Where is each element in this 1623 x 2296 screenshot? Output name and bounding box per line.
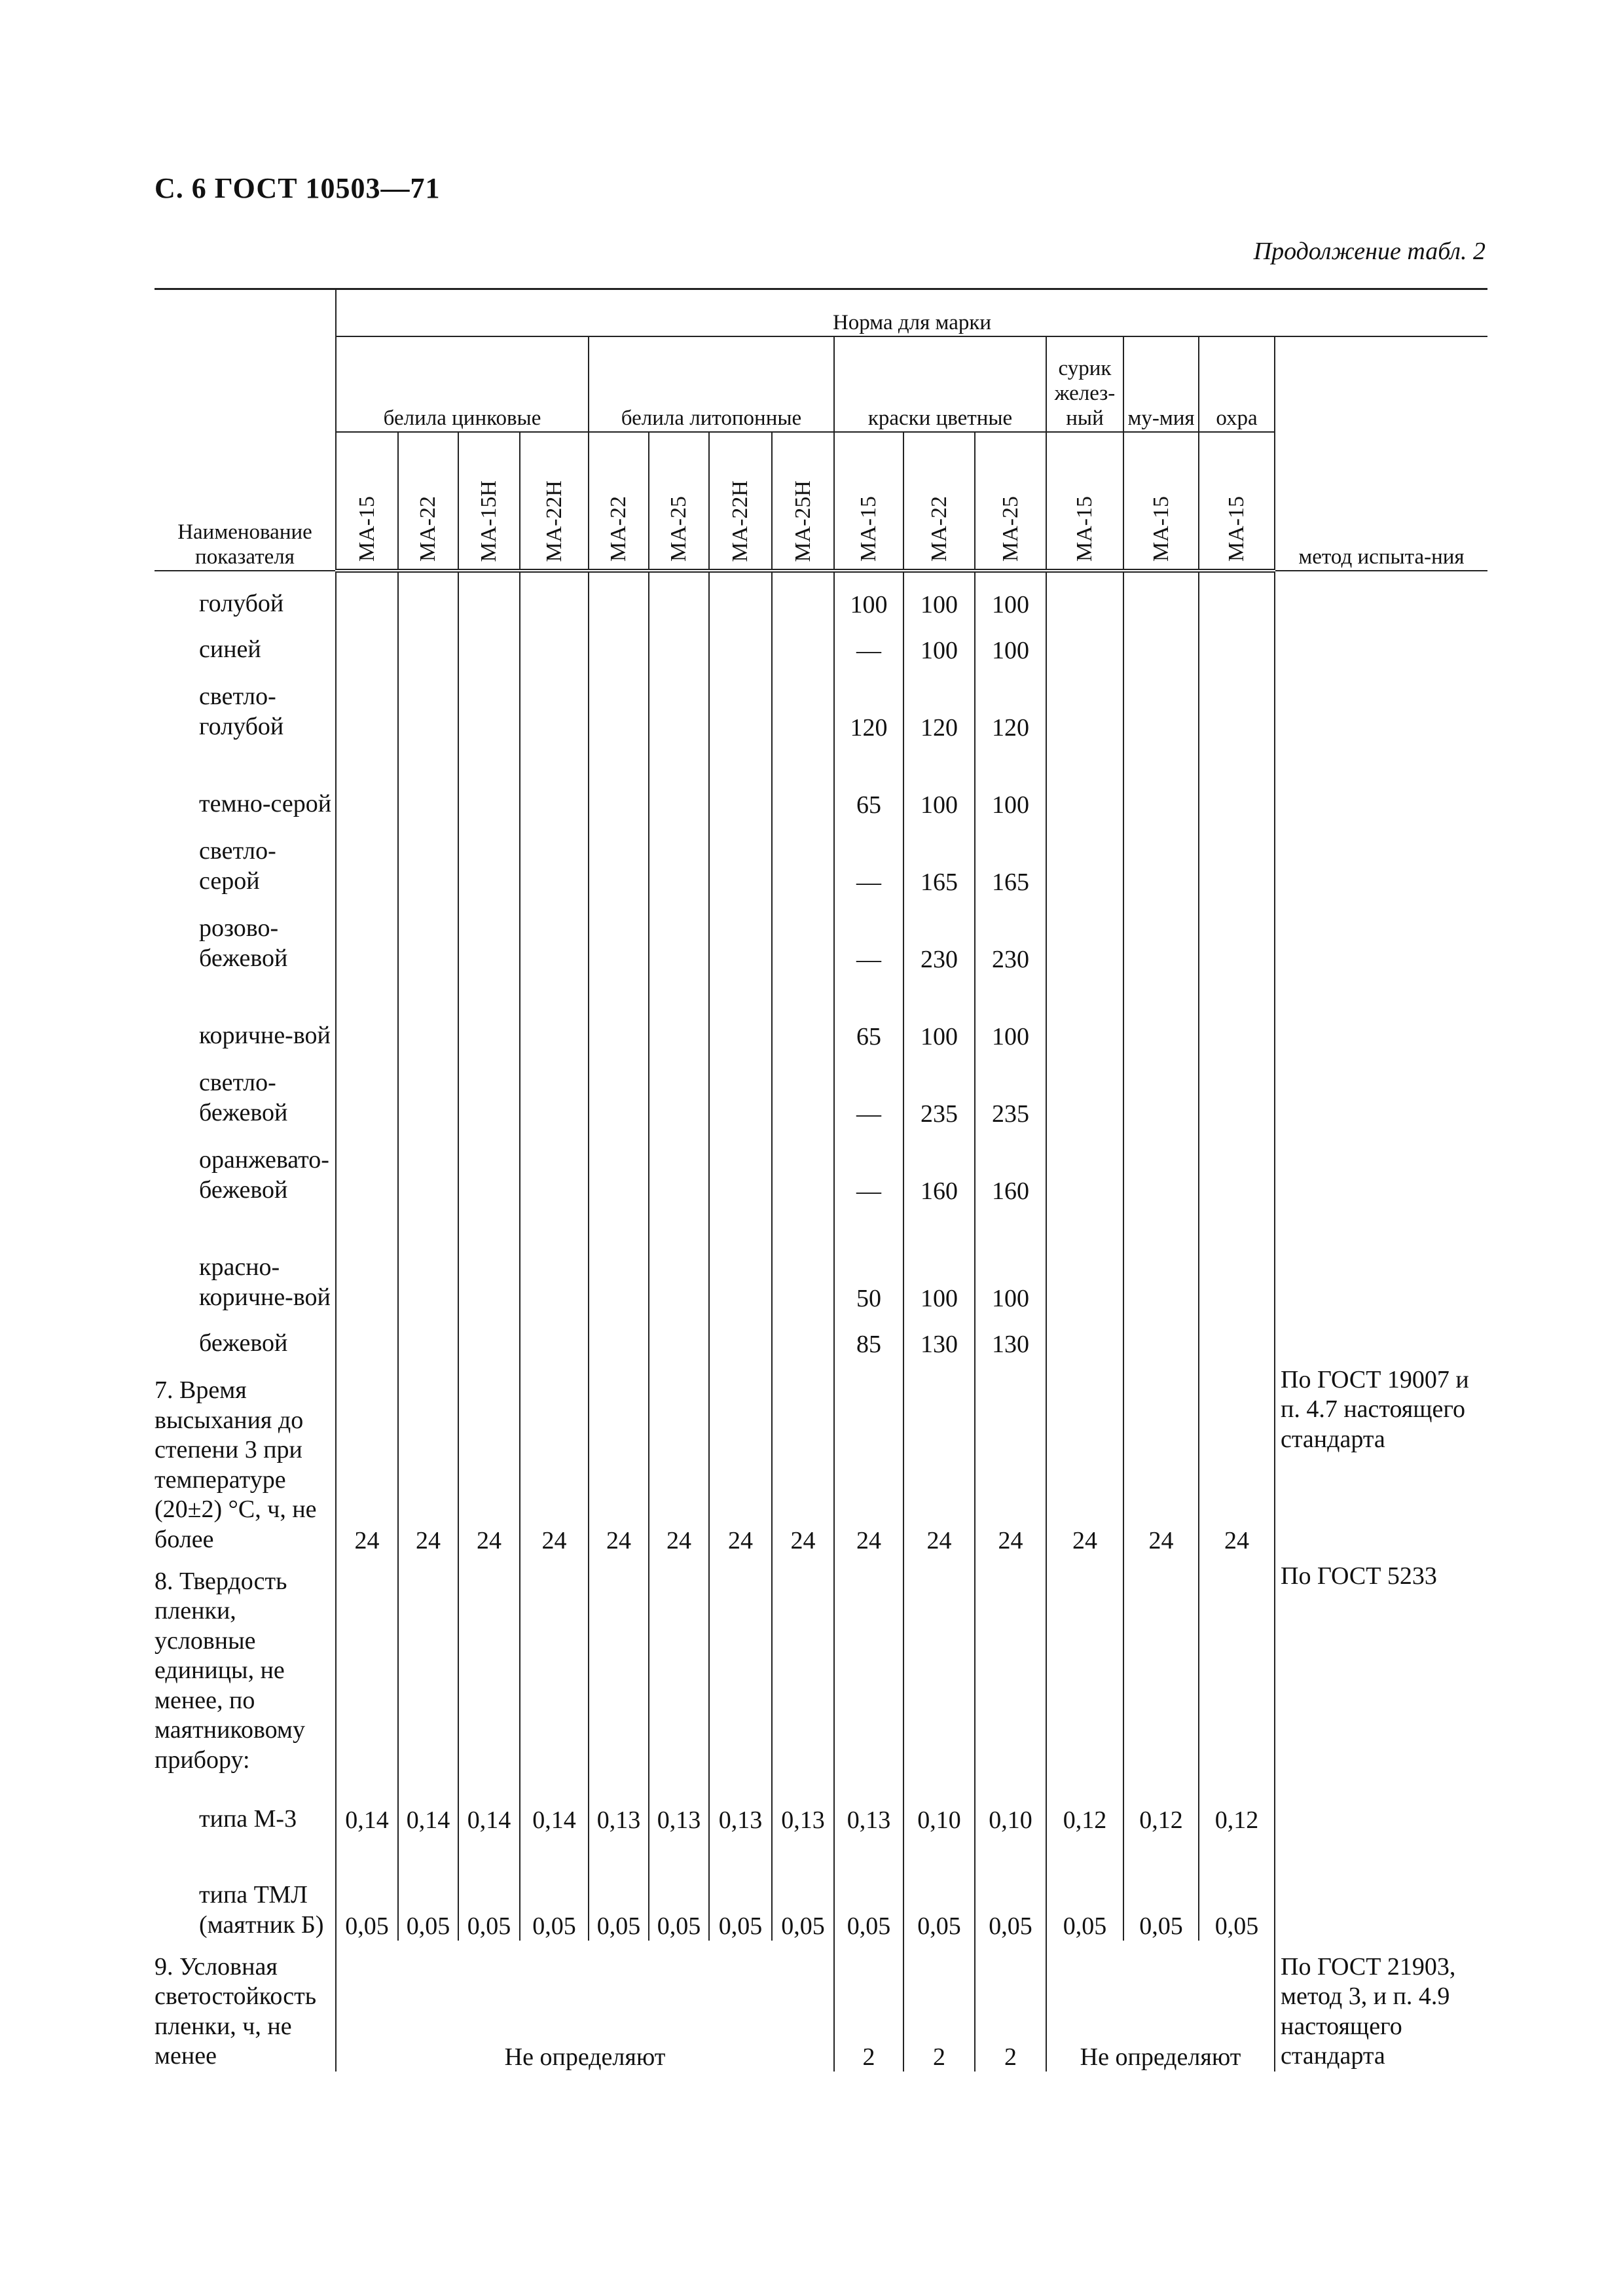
value-cell: 130 bbox=[975, 1313, 1046, 1359]
empty-cell bbox=[589, 819, 649, 897]
method-cell bbox=[1275, 819, 1487, 897]
value-cell: 0,10 bbox=[903, 1776, 975, 1835]
value-cell: 100 bbox=[975, 619, 1046, 665]
empty-cell bbox=[589, 897, 649, 974]
empty-cell bbox=[589, 974, 649, 1051]
empty-cell bbox=[336, 1051, 398, 1128]
method-cell bbox=[1275, 1051, 1487, 1128]
empty-cell bbox=[1123, 1555, 1199, 1776]
empty-cell bbox=[1199, 619, 1275, 665]
mark-header: МА-22 bbox=[903, 432, 975, 571]
value-cell: 24 bbox=[520, 1359, 589, 1555]
indicator-name: бежевой bbox=[199, 1329, 288, 1357]
empty-cell bbox=[1046, 1555, 1123, 1776]
value-cell: — bbox=[834, 1051, 903, 1128]
empty-cell bbox=[709, 619, 772, 665]
empty-cell bbox=[649, 742, 709, 819]
value-cell: 0,05 bbox=[336, 1835, 398, 1941]
table-row bbox=[155, 1555, 1487, 1776]
empty-cell bbox=[709, 1128, 772, 1206]
value-cell: 24 bbox=[398, 1359, 458, 1555]
value-cell: — bbox=[834, 1128, 903, 1206]
indicator-name: оранжевато-бежевой bbox=[199, 1146, 329, 1204]
empty-cell bbox=[1046, 571, 1123, 619]
group-header: сурик желез-ный bbox=[1046, 336, 1123, 432]
empty-cell bbox=[336, 1206, 398, 1313]
empty-cell bbox=[1199, 897, 1275, 974]
value-cell: 100 bbox=[903, 571, 975, 619]
empty-cell bbox=[1199, 1051, 1275, 1128]
empty-cell bbox=[1199, 1128, 1275, 1206]
empty-cell bbox=[336, 897, 398, 974]
empty-cell bbox=[772, 819, 834, 897]
value-cell: 230 bbox=[903, 897, 975, 974]
indicator-name: типа М-3 bbox=[199, 1805, 297, 1833]
value-cell: 65 bbox=[834, 742, 903, 819]
empty-cell bbox=[772, 1051, 834, 1128]
empty-cell bbox=[1199, 1555, 1275, 1776]
value-cell: — bbox=[834, 619, 903, 665]
empty-cell bbox=[1123, 1128, 1199, 1206]
empty-cell bbox=[709, 974, 772, 1051]
value-cell: 235 bbox=[903, 1051, 975, 1128]
empty-cell bbox=[1046, 1128, 1123, 1206]
empty-cell bbox=[458, 897, 520, 974]
mark-header: МА-15 bbox=[1199, 432, 1275, 571]
empty-cell bbox=[398, 974, 458, 1051]
indicator-name: типа ТМЛ (маятник Б) bbox=[199, 1881, 324, 1939]
indicator-name: розово-бежевой bbox=[199, 914, 288, 972]
table-body bbox=[155, 571, 1487, 2072]
value-cell: 0,14 bbox=[458, 1776, 520, 1835]
empty-cell bbox=[1046, 974, 1123, 1051]
empty-cell bbox=[520, 619, 589, 665]
value-cell: 0,05 bbox=[1046, 1835, 1123, 1941]
empty-cell bbox=[1046, 1313, 1123, 1359]
mark-header: МА-22Н bbox=[709, 432, 772, 571]
value-cell: 0,05 bbox=[649, 1835, 709, 1941]
value-cell: 24 bbox=[772, 1359, 834, 1555]
value-cell: 165 bbox=[975, 819, 1046, 897]
group-header: белила литопонные bbox=[589, 336, 834, 432]
empty-cell bbox=[772, 897, 834, 974]
method-cell: По ГОСТ 21903, метод 3, и п. 4.9 настоящего стандарта bbox=[1275, 1941, 1487, 2072]
empty-cell bbox=[458, 1128, 520, 1206]
table-row bbox=[155, 1941, 1487, 2072]
value-cell: 100 bbox=[975, 1206, 1046, 1313]
empty-cell bbox=[772, 1128, 834, 1206]
mark-header: МА-15 bbox=[336, 432, 398, 571]
empty-cell bbox=[1046, 665, 1123, 742]
empty-cell bbox=[649, 974, 709, 1051]
method-cell bbox=[1275, 665, 1487, 742]
table-row bbox=[155, 897, 1487, 974]
value-cell: 120 bbox=[834, 665, 903, 742]
mark-header: МА-15 bbox=[1123, 432, 1199, 571]
empty-cell bbox=[834, 1555, 903, 1776]
value-cell: 160 bbox=[975, 1128, 1046, 1206]
empty-cell bbox=[398, 665, 458, 742]
empty-cell bbox=[520, 665, 589, 742]
empty-cell bbox=[709, 571, 772, 619]
empty-cell bbox=[1123, 742, 1199, 819]
indicator-name: голубой bbox=[199, 589, 284, 617]
empty-cell bbox=[1123, 665, 1199, 742]
value-cell: 100 bbox=[903, 1206, 975, 1313]
empty-cell bbox=[458, 819, 520, 897]
empty-cell bbox=[649, 1555, 709, 1776]
empty-cell bbox=[649, 897, 709, 974]
empty-cell bbox=[336, 665, 398, 742]
empty-cell bbox=[1199, 742, 1275, 819]
value-cell: 100 bbox=[834, 571, 903, 619]
value-cell: 0,13 bbox=[834, 1776, 903, 1835]
not-determined-cell: Не определяют bbox=[336, 1941, 834, 2072]
method-cell bbox=[1275, 571, 1487, 619]
value-cell: 100 bbox=[975, 974, 1046, 1051]
value-cell: 0,14 bbox=[520, 1776, 589, 1835]
indicator-name: 9. Условная светостойкость пленки, ч, не менее bbox=[155, 1952, 317, 2070]
empty-cell bbox=[709, 1051, 772, 1128]
empty-cell bbox=[458, 619, 520, 665]
value-cell: — bbox=[834, 819, 903, 897]
empty-cell bbox=[458, 1051, 520, 1128]
mark-header: МА-15Н bbox=[458, 432, 520, 571]
value-cell: 24 bbox=[975, 1359, 1046, 1555]
value-cell: 0,12 bbox=[1123, 1776, 1199, 1835]
table-row bbox=[155, 974, 1487, 1051]
empty-cell bbox=[649, 1128, 709, 1206]
empty-cell bbox=[709, 1206, 772, 1313]
empty-cell bbox=[458, 1206, 520, 1313]
empty-cell bbox=[1046, 1051, 1123, 1128]
empty-cell bbox=[398, 571, 458, 619]
empty-cell bbox=[520, 742, 589, 819]
empty-cell bbox=[336, 742, 398, 819]
page-title: С. 6 ГОСТ 10503—71 bbox=[155, 172, 441, 204]
empty-cell bbox=[709, 742, 772, 819]
indicator-name: темно-серой bbox=[199, 789, 332, 817]
empty-cell bbox=[649, 1313, 709, 1359]
value-cell: 24 bbox=[649, 1359, 709, 1555]
empty-cell bbox=[772, 1313, 834, 1359]
group-header: охра bbox=[1199, 336, 1275, 432]
group-header: краски цветные bbox=[834, 336, 1046, 432]
empty-cell bbox=[520, 1313, 589, 1359]
empty-cell bbox=[336, 1313, 398, 1359]
value-cell: 0,05 bbox=[1123, 1835, 1199, 1941]
empty-cell bbox=[589, 1051, 649, 1128]
value-cell: 50 bbox=[834, 1206, 903, 1313]
indicator-name: 8. Твердость пленки, условные единицы, не менее, по маятниковому прибору: bbox=[155, 1567, 305, 1774]
mark-header: МА-15 bbox=[834, 432, 903, 571]
empty-cell bbox=[772, 665, 834, 742]
table-row bbox=[155, 1051, 1487, 1128]
specification-table bbox=[155, 288, 1487, 2072]
empty-cell bbox=[398, 819, 458, 897]
method-cell bbox=[1275, 742, 1487, 819]
empty-cell bbox=[520, 819, 589, 897]
value-cell: 0,13 bbox=[589, 1776, 649, 1835]
empty-cell bbox=[649, 819, 709, 897]
empty-cell bbox=[1199, 1206, 1275, 1313]
empty-cell bbox=[1123, 1206, 1199, 1313]
mark-header: МА-22 bbox=[398, 432, 458, 571]
mark-header: МА-25Н bbox=[772, 432, 834, 571]
empty-cell bbox=[772, 1206, 834, 1313]
method-cell bbox=[1275, 619, 1487, 665]
value-cell: 2 bbox=[975, 1941, 1046, 2072]
value-cell: 100 bbox=[903, 742, 975, 819]
empty-cell bbox=[336, 819, 398, 897]
mark-header: МА-22Н bbox=[520, 432, 589, 571]
empty-cell bbox=[589, 1313, 649, 1359]
value-cell: 165 bbox=[903, 819, 975, 897]
table-row bbox=[155, 1835, 1487, 1941]
empty-cell bbox=[772, 742, 834, 819]
value-cell: 0,13 bbox=[772, 1776, 834, 1835]
empty-cell bbox=[772, 571, 834, 619]
table-row bbox=[155, 742, 1487, 819]
empty-cell bbox=[589, 1555, 649, 1776]
norm-header: Норма для марки bbox=[336, 289, 1487, 336]
value-cell: 24 bbox=[1046, 1359, 1123, 1555]
method-cell bbox=[1275, 897, 1487, 974]
method-cell bbox=[1275, 974, 1487, 1051]
value-cell: 0,13 bbox=[649, 1776, 709, 1835]
value-cell: 2 bbox=[903, 1941, 975, 2072]
empty-cell bbox=[458, 742, 520, 819]
empty-cell bbox=[336, 571, 398, 619]
table-row bbox=[155, 1206, 1487, 1313]
value-cell: 0,13 bbox=[709, 1776, 772, 1835]
indicator-name: светло-серой bbox=[199, 837, 276, 895]
empty-cell bbox=[903, 1555, 975, 1776]
value-cell: 0,10 bbox=[975, 1776, 1046, 1835]
empty-cell bbox=[1199, 819, 1275, 897]
not-determined-cell: Не определяют bbox=[1046, 1941, 1275, 2072]
empty-cell bbox=[1199, 1313, 1275, 1359]
empty-cell bbox=[649, 1206, 709, 1313]
value-cell: 0,05 bbox=[709, 1835, 772, 1941]
indicator-name: красно-коричне-вой bbox=[199, 1253, 331, 1311]
value-cell: 0,12 bbox=[1046, 1776, 1123, 1835]
empty-cell bbox=[520, 571, 589, 619]
indicator-name-header: Наименование показателя bbox=[155, 289, 336, 571]
value-cell: 100 bbox=[903, 619, 975, 665]
empty-cell bbox=[589, 1128, 649, 1206]
empty-cell bbox=[649, 619, 709, 665]
mark-header: МА-25 bbox=[649, 432, 709, 571]
empty-cell bbox=[520, 1051, 589, 1128]
empty-cell bbox=[1046, 1206, 1123, 1313]
value-cell: 100 bbox=[975, 571, 1046, 619]
empty-cell bbox=[1046, 619, 1123, 665]
method-cell bbox=[1275, 1835, 1487, 1941]
method-cell: По ГОСТ 5233 bbox=[1275, 1555, 1487, 1776]
empty-cell bbox=[1123, 1051, 1199, 1128]
value-cell: 24 bbox=[834, 1359, 903, 1555]
empty-cell bbox=[772, 619, 834, 665]
empty-cell bbox=[458, 1313, 520, 1359]
empty-cell bbox=[458, 665, 520, 742]
mark-header: МА-25 bbox=[975, 432, 1046, 571]
table-continuation-label: Продолжение табл. 2 bbox=[1253, 238, 1486, 265]
value-cell: 24 bbox=[1123, 1359, 1199, 1555]
value-cell: 120 bbox=[903, 665, 975, 742]
value-cell: 24 bbox=[709, 1359, 772, 1555]
value-cell: 0,05 bbox=[834, 1835, 903, 1941]
table-row bbox=[155, 1128, 1487, 1206]
empty-cell bbox=[1123, 819, 1199, 897]
value-cell: 130 bbox=[903, 1313, 975, 1359]
empty-cell bbox=[709, 819, 772, 897]
table-row bbox=[155, 619, 1487, 665]
value-cell: 0,05 bbox=[975, 1835, 1046, 1941]
method-header: метод испыта-ния bbox=[1275, 336, 1487, 571]
empty-cell bbox=[709, 1313, 772, 1359]
empty-cell bbox=[398, 1128, 458, 1206]
value-cell: 85 bbox=[834, 1313, 903, 1359]
value-cell: 24 bbox=[1199, 1359, 1275, 1555]
table-row bbox=[155, 571, 1487, 619]
empty-cell bbox=[772, 1555, 834, 1776]
value-cell: 0,05 bbox=[398, 1835, 458, 1941]
empty-cell bbox=[649, 665, 709, 742]
empty-cell bbox=[336, 1555, 398, 1776]
value-cell: 0,05 bbox=[772, 1835, 834, 1941]
indicator-name: синей bbox=[199, 635, 261, 663]
empty-cell bbox=[520, 1555, 589, 1776]
empty-cell bbox=[649, 571, 709, 619]
empty-cell bbox=[709, 897, 772, 974]
indicator-name: 7. Время высыхания до степени 3 при температуре (20±2) °С, ч, не более bbox=[155, 1376, 317, 1553]
group-header: белила цинковые bbox=[336, 336, 589, 432]
value-cell: 24 bbox=[336, 1359, 398, 1555]
empty-cell bbox=[520, 897, 589, 974]
table-row bbox=[155, 1776, 1487, 1835]
empty-cell bbox=[398, 619, 458, 665]
empty-cell bbox=[458, 571, 520, 619]
empty-cell bbox=[520, 1128, 589, 1206]
empty-cell bbox=[398, 742, 458, 819]
value-cell: 24 bbox=[903, 1359, 975, 1555]
empty-cell bbox=[1046, 819, 1123, 897]
empty-cell bbox=[589, 742, 649, 819]
group-header: му-мия bbox=[1123, 336, 1199, 432]
value-cell: 120 bbox=[975, 665, 1046, 742]
value-cell: 100 bbox=[975, 742, 1046, 819]
method-cell bbox=[1275, 1776, 1487, 1835]
value-cell: 0,05 bbox=[903, 1835, 975, 1941]
indicator-name: светло-голубой bbox=[199, 683, 284, 740]
empty-cell bbox=[772, 974, 834, 1051]
empty-cell bbox=[398, 1206, 458, 1313]
empty-cell bbox=[709, 1555, 772, 1776]
value-cell: — bbox=[834, 897, 903, 974]
value-cell: 235 bbox=[975, 1051, 1046, 1128]
empty-cell bbox=[1046, 897, 1123, 974]
empty-cell bbox=[589, 665, 649, 742]
empty-cell bbox=[975, 1555, 1046, 1776]
table-row bbox=[155, 1313, 1487, 1359]
empty-cell bbox=[1199, 665, 1275, 742]
value-cell: 160 bbox=[903, 1128, 975, 1206]
empty-cell bbox=[520, 974, 589, 1051]
value-cell: 0,05 bbox=[520, 1835, 589, 1941]
value-cell: 0,05 bbox=[589, 1835, 649, 1941]
value-cell: 100 bbox=[903, 974, 975, 1051]
indicator-name: коричне-вой bbox=[199, 1021, 331, 1049]
method-cell bbox=[1275, 1206, 1487, 1313]
method-cell bbox=[1275, 1128, 1487, 1206]
value-cell: 0,14 bbox=[336, 1776, 398, 1835]
value-cell: 0,05 bbox=[1199, 1835, 1275, 1941]
table-row bbox=[155, 819, 1487, 897]
empty-cell bbox=[458, 1555, 520, 1776]
method-cell bbox=[1275, 1313, 1487, 1359]
empty-cell bbox=[398, 1555, 458, 1776]
empty-cell bbox=[589, 571, 649, 619]
empty-cell bbox=[589, 1206, 649, 1313]
value-cell: 24 bbox=[458, 1359, 520, 1555]
value-cell: 24 bbox=[589, 1359, 649, 1555]
empty-cell bbox=[1123, 1313, 1199, 1359]
empty-cell bbox=[336, 1128, 398, 1206]
indicator-name: светло-бежевой bbox=[199, 1069, 288, 1126]
table-row bbox=[155, 665, 1487, 742]
value-cell: 0,12 bbox=[1199, 1776, 1275, 1835]
empty-cell bbox=[1199, 571, 1275, 619]
empty-cell bbox=[520, 1206, 589, 1313]
table-row bbox=[155, 1359, 1487, 1555]
method-cell: По ГОСТ 19007 и п. 4.7 настоящего стандарта bbox=[1275, 1359, 1487, 1555]
empty-cell bbox=[336, 619, 398, 665]
empty-cell bbox=[1123, 897, 1199, 974]
empty-cell bbox=[649, 1051, 709, 1128]
value-cell: 65 bbox=[834, 974, 903, 1051]
value-cell: 230 bbox=[975, 897, 1046, 974]
empty-cell bbox=[458, 974, 520, 1051]
value-cell: 2 bbox=[834, 1941, 903, 2072]
empty-cell bbox=[1123, 974, 1199, 1051]
mark-header: МА-22 bbox=[589, 432, 649, 571]
mark-header: МА-15 bbox=[1046, 432, 1123, 571]
empty-cell bbox=[1123, 571, 1199, 619]
empty-cell bbox=[1199, 974, 1275, 1051]
empty-cell bbox=[398, 1051, 458, 1128]
empty-cell bbox=[589, 619, 649, 665]
empty-cell bbox=[1046, 742, 1123, 819]
empty-cell bbox=[398, 897, 458, 974]
empty-cell bbox=[336, 974, 398, 1051]
empty-cell bbox=[709, 665, 772, 742]
value-cell: 0,14 bbox=[398, 1776, 458, 1835]
empty-cell bbox=[1123, 619, 1199, 665]
value-cell: 0,05 bbox=[458, 1835, 520, 1941]
empty-cell bbox=[398, 1313, 458, 1359]
